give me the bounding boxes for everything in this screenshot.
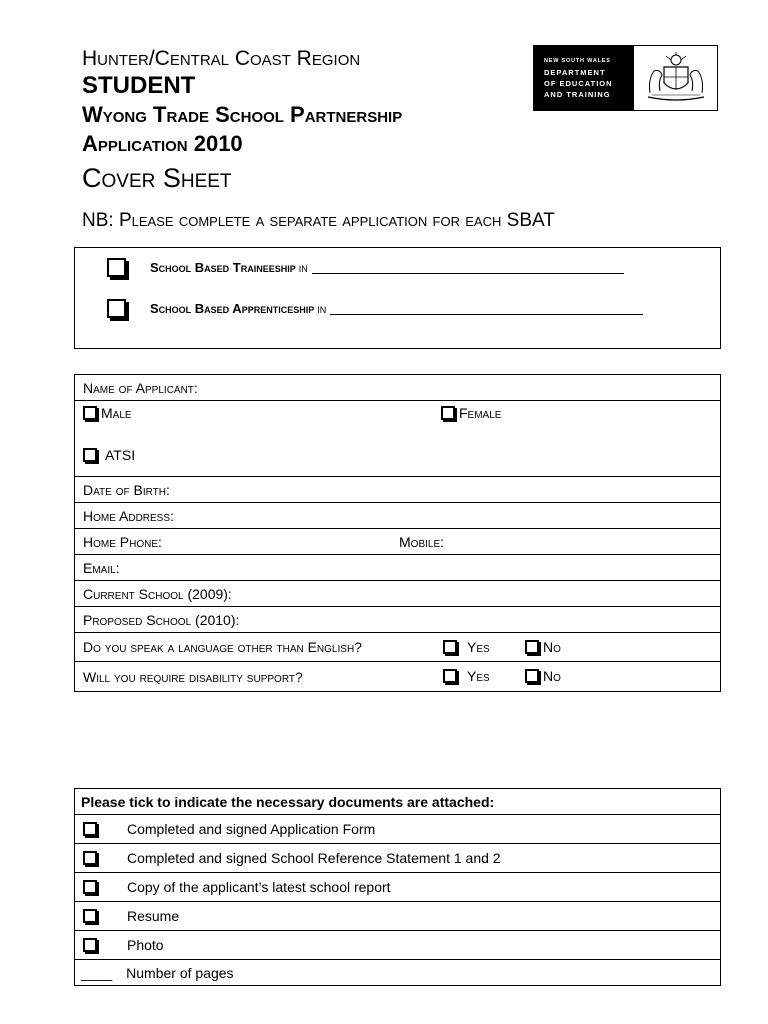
proposed-school-label: Proposed School (2010): xyxy=(83,611,240,628)
coat-of-arms-icon xyxy=(634,46,717,110)
disability-no-option[interactable] xyxy=(525,668,561,684)
doc-item xyxy=(75,844,721,873)
language-yes-option[interactable] xyxy=(443,639,490,655)
email-label: Email: xyxy=(83,559,120,576)
doc-item xyxy=(75,902,721,931)
logo-line2: DEPARTMENT xyxy=(544,68,606,77)
traineeship-in-label: in xyxy=(298,260,308,275)
cover-sheet-title: Cover Sheet xyxy=(82,163,232,193)
dob-field[interactable] xyxy=(75,477,721,503)
male-checkbox[interactable] xyxy=(83,406,97,420)
docs-heading-cell xyxy=(75,789,721,815)
doc-item xyxy=(75,931,721,960)
female-checkbox[interactable] xyxy=(441,406,455,420)
nb-instruction: NB: Please complete a separate application for each SBAT xyxy=(82,210,555,231)
address-label: Home Address: xyxy=(83,507,174,524)
female-option[interactable] xyxy=(441,405,501,421)
language-row xyxy=(75,633,721,662)
language-yes-label: Yes xyxy=(467,639,490,655)
doc-checkbox[interactable] xyxy=(83,938,97,952)
gender-atsi-cell xyxy=(75,401,721,477)
name-label: Name of Applicant: xyxy=(83,379,198,396)
doc-label: Completed and signed Application Form xyxy=(127,821,376,837)
doc-label: Photo xyxy=(127,937,164,953)
nsw-det-logo xyxy=(533,45,718,111)
doc-checkbox[interactable] xyxy=(83,880,97,894)
traineeship-field[interactable] xyxy=(312,261,624,274)
email-field[interactable] xyxy=(75,555,721,581)
name-field[interactable] xyxy=(75,375,721,401)
apprenticeship-in-label: in xyxy=(317,301,327,316)
proposed-school-field[interactable] xyxy=(75,607,721,633)
doc-checkbox[interactable] xyxy=(83,909,97,923)
logo-line4: AND TRAINING xyxy=(544,90,611,99)
header xyxy=(82,46,402,194)
traineeship-label: School Based Traineeship xyxy=(150,260,296,275)
language-no-checkbox[interactable] xyxy=(525,640,539,654)
home-phone-label: Home Phone: xyxy=(83,533,162,550)
disability-no-label: No xyxy=(543,668,561,684)
atsi-option[interactable] xyxy=(83,447,135,463)
mobile-label: Mobile: xyxy=(399,534,445,550)
female-label: Female xyxy=(459,405,502,421)
disability-yes-checkbox[interactable] xyxy=(443,669,457,683)
current-school-label: Current School (2009): xyxy=(83,585,232,602)
apprenticeship-field[interactable] xyxy=(330,302,643,315)
disability-yes-option[interactable] xyxy=(443,668,490,684)
address-field[interactable] xyxy=(75,503,721,529)
region-title: Hunter/Central Coast Region xyxy=(82,47,361,70)
disability-yes-label: Yes xyxy=(467,668,490,684)
doc-label: Completed and signed School Reference Statement 1 and 2 xyxy=(127,850,501,866)
male-label: Male xyxy=(101,405,132,421)
student-heading: STUDENT xyxy=(82,72,196,99)
logo-line3: OF EDUCATION xyxy=(544,79,613,88)
docs-heading: Please tick to indicate the necessary documents are attached: xyxy=(81,793,495,810)
language-question: Do you speak a language other than English? xyxy=(83,639,362,655)
documents-checklist xyxy=(74,788,721,986)
apprenticeship-label: School Based Apprenticeship xyxy=(150,301,315,316)
pages-label: Number of pages xyxy=(126,964,234,981)
language-no-label: No xyxy=(543,639,561,655)
logo-text-block xyxy=(534,46,634,110)
apprenticeship-checkbox[interactable] xyxy=(107,299,126,318)
disability-question: Will you require disability support? xyxy=(83,668,303,685)
doc-label: Resume xyxy=(127,908,180,924)
language-yes-checkbox[interactable] xyxy=(443,640,457,654)
doc-item xyxy=(75,815,721,844)
atsi-label: ATSI xyxy=(105,447,136,463)
disability-row xyxy=(75,662,721,692)
doc-label: Copy of the applicant’s latest school report xyxy=(127,879,391,895)
pages-row xyxy=(75,960,721,986)
traineeship-checkbox[interactable] xyxy=(107,258,126,277)
doc-item xyxy=(75,873,721,902)
program-title-line1: Wyong Trade School Partnership xyxy=(82,102,403,127)
apprenticeship-row xyxy=(107,299,643,318)
pages-blank[interactable]: ____ xyxy=(81,964,113,981)
dob-label: Date of Birth: xyxy=(83,481,170,498)
male-option[interactable] xyxy=(83,405,132,421)
traineeship-row xyxy=(107,258,624,277)
disability-no-checkbox[interactable] xyxy=(525,669,539,683)
logo-line1: NEW SOUTH WALES xyxy=(544,58,611,64)
doc-checkbox[interactable] xyxy=(83,851,97,865)
applicant-details-table xyxy=(74,374,721,692)
phone-row[interactable] xyxy=(75,529,721,555)
doc-checkbox[interactable] xyxy=(83,822,97,836)
program-title-line2: Application 2010 xyxy=(82,131,243,156)
language-no-option[interactable] xyxy=(525,639,561,655)
current-school-field[interactable] xyxy=(75,581,721,607)
sbat-type-box xyxy=(74,247,721,349)
atsi-checkbox[interactable] xyxy=(83,448,97,462)
